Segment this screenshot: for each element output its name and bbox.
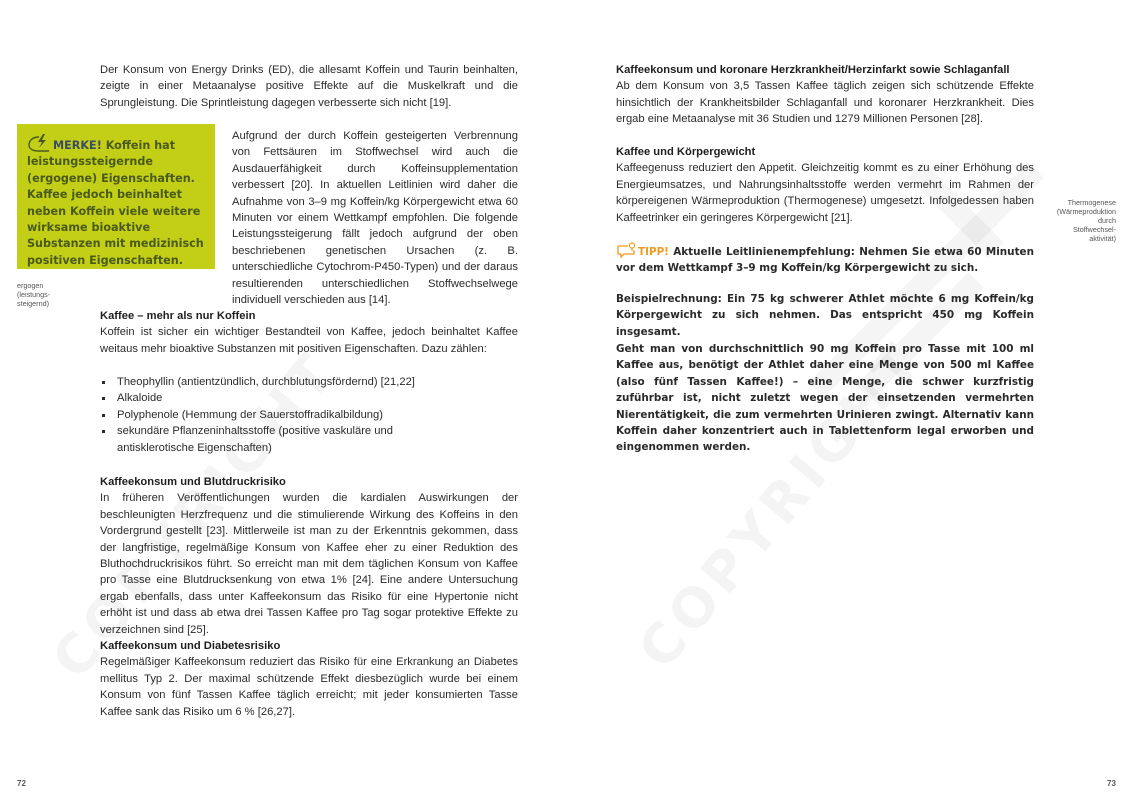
intro-paragraph: Der Konsum von Energy Drinks (ED), die allesamt Koffein und Taurin beinhalten, zeigte in einer Metaanalyse positive Effekte auf die Muskelkraft und die Sprungleistung. Die Sprintleistung dagegen verbesserte sich nicht [19]. — [100, 64, 518, 109]
section-heading: Kaffee – mehr als nur Koffein — [100, 310, 256, 322]
list-item: sekundäre Pflanzeninhaltsstoffe (positive vaskuläre und antisklerotische Eigenschaften) — [100, 423, 430, 456]
section-blutdruck — [100, 474, 518, 638]
merke-label: MERKE! — [53, 139, 102, 152]
section-herz — [616, 62, 1034, 128]
tipp-text: Aktuelle Leitlinienempfehlung: Nehmen Sie etwa 60 Minuten vor dem Wettkampf 3–9 mg Koffein/kg Körpergewicht zu sich. — [616, 246, 1034, 275]
section-text: Koffein ist sicher ein wichtiger Bestandteil von Kaffee, jedoch beinhaltet Kaffee weitaus mehr bioaktive Substanzen mit positiven Eigenschaften. Dazu zählen: — [100, 326, 518, 355]
left-page — [0, 0, 566, 800]
section-heading: Kaffeekonsum und Blutdruckrisiko — [100, 476, 286, 488]
tipp-callout — [616, 242, 1034, 277]
section-diabetes — [100, 638, 518, 720]
page-number-right: 73 — [1107, 779, 1116, 788]
section-text: Regelmäßiger Kaffeekonsum reduziert das Risiko für eine Erkrankung an Diabetes mellitus Typ 2. Der maximal schützende Effekt diesbezüglich wurde bei einem Konsum von fünf Tassen Kaffee täglich erreicht; mit jeder konsumierten Tasse Kaffee sank das Risiko um 6 % [26,27]. — [100, 656, 518, 718]
section-gewicht — [616, 144, 1034, 226]
page-number-left: 72 — [17, 779, 26, 788]
section-heading: Kaffeekonsum und koronare Herzkrankheit/Herzinfarkt sowie Schlaganfall — [616, 64, 1010, 76]
tipp-label: TIPP! — [638, 246, 669, 258]
list-item: Polyphenole (Hemmung der Sauerstoffradikalbildung) — [100, 407, 430, 423]
margin-note-thermogenese: Thermogenese (Wärmeproduktion durch Stoffwechsel- aktivität) — [1056, 198, 1116, 243]
margin-note-ergogen: ergogen (leistungs- steigernd) — [17, 281, 51, 308]
list-item: Theophyllin (antientzündlich, durchblutungsfördernd) [21,22] — [100, 374, 430, 390]
right-page — [566, 0, 1133, 800]
list-item: Alkaloide — [100, 390, 430, 406]
beispiel-paragraph: Beispielrechnung: Ein 75 kg schwerer Athlet möchte 6 mg Koffein/kg Körpergewicht zu sich nehmen. Das entspricht 450 mg Koffein insgesamt. — [616, 293, 1034, 338]
section-heading: Kaffeekonsum und Diabetesrisiko — [100, 640, 281, 652]
section-text: In früheren Veröffentlichungen wurden die kardialen Auswirkungen der beschleunigten Herzfrequenz und die stimulierende Wirkung des Koffeins in den Vordergrund gestellt [23]. Mittlerweile ist man zu der Erkenntnis gekommen, dass der langfristige, regelmäßige Konsum von Kaffee eher zu einer Reduktion des Bluthochdruckrisikos führt. So erreicht man mit dem täglichen Konsum von Kaffee pro Tasse eine Blutdrucksenkung von etwa 1% [24]. Eine andere Untersuchung ergab ebenfalls, dass unter Kaffeekonsum das Risiko für eine Hypertonie nicht erhöht ist und dass ab etwa drei Tassen Kaffee pro Tag sogar protektive Effekte zu verzeichnen sind [25]. — [100, 492, 518, 636]
side-paragraph: Aufgrund der durch Koffein gesteigerten Verbrennung von Fettsäuren im Stoffwechsel wird auch die Ausdauerfähigkeit durch Koffeinsupplementation verbessert [20]. In aktuellen Leitlinien wird daher die Aufnahme von 3–9 mg Koffein/kg Körpergewicht etwa 60 Minuten vor einem Wettkampf empfohlen. Die folgende Leistungssteigerung fällt jedoch aufgrund der oben beschriebenen genetischen Ursachen (z. B. unterschiedliche Cytochrom-P450-Typen) und der daraus resultierenden unterschiedlichen Stoffwechselwege individuell verschieden aus [14]. — [232, 130, 518, 307]
lightning-bubble-icon — [27, 134, 53, 152]
bioactive-list — [100, 374, 430, 456]
merke-callout — [17, 124, 215, 269]
section-kaffee — [100, 308, 518, 357]
section-text: Kaffeegenuss reduziert den Appetit. Gleichzeitig kommt es zu einer Erhöhung des Energieumsatzes, und Nahrungsinhaltsstoffe werden vermehrt im Rahmen der körpereigenen Wärmeproduktion (Thermogenese) umgesetzt. Infolgedessen haben Kaffeetrinker ein geringeres Körpergewicht [21]. — [616, 162, 1034, 224]
merke-text: Koffein hat leistungssteigernde (ergogene) Eigenschaften. Kaffee jedoch beinhaltet neben Koffein viele weitere wirksame bioaktive Substanzen mit medizinisch positiven Eigenschaften. — [27, 139, 204, 267]
speech-bubble-pin-icon — [616, 242, 638, 258]
section-heading: Kaffee und Körpergewicht — [616, 146, 756, 158]
folgerung-paragraph: Geht man von durchschnittlich 90 mg Koffein pro Tasse mit 100 ml Kaffee aus, benötigt der Athlet daher eine Menge von 500 ml Kaffee (also fünf Tassen Kaffee!) – eine Menge, die schwer kurzfristig zuführbar ist, nicht zuletzt wegen der einsetzenden vermehrten Nierentätigkeit, die zum vermehrten Urinieren zwingt. Alternativ kann Koffein daher konzentriert auch in Tablettenform legal erworben und eingenommen werden. — [616, 343, 1034, 454]
section-text: Ab dem Konsum von 3,5 Tassen Kaffee täglich zeigen sich schützende Effekte hinsichtlich der Krankheitsbilder Schlaganfall und koronarer Herzkrankheit. Dies ergab eine Metaanalyse mit 36 Studien und 1279 Millionen Personen [28]. — [616, 80, 1034, 126]
